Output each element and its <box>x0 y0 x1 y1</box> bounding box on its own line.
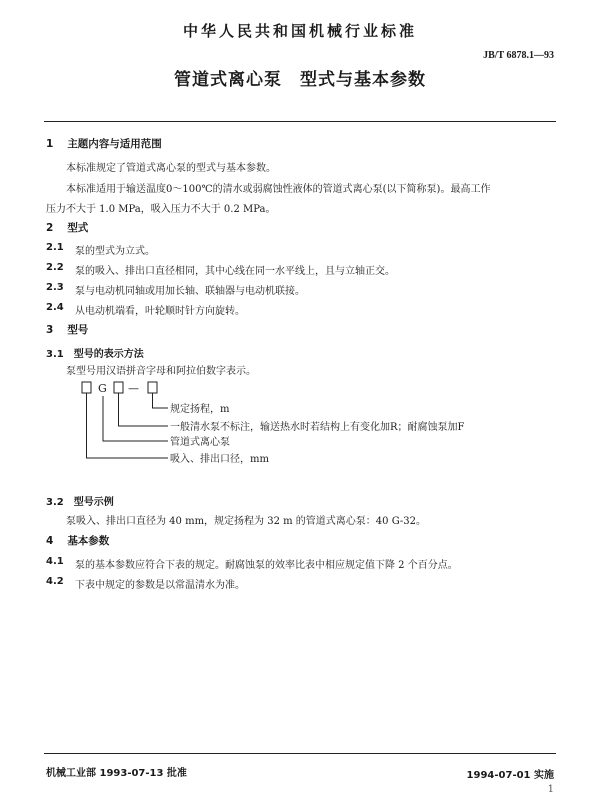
model-letter-g: G <box>98 382 107 395</box>
section-number: 4 <box>46 535 54 547</box>
clause-text: 泵的吸入、排出口直径相同，其中心线在同一水平线上，且与立轴正交。 <box>75 266 395 277</box>
section-3-heading <box>46 322 88 337</box>
clause-number: 3.1 <box>46 349 64 360</box>
section-title: 型号 <box>67 324 89 336</box>
diagram-label-variant: 一般清水泵不标注，输送热水时若结构上有变化加R；耐腐蚀泵加F <box>170 422 465 433</box>
header-rule <box>44 121 556 122</box>
head-placeholder-box <box>148 382 157 393</box>
paragraph-continuation: 压力不大于 1.0 MPa，吸入压力不大于 0.2 MPa。 <box>46 204 276 215</box>
section-2-heading <box>46 220 88 235</box>
section-title: 基本参数 <box>67 535 110 547</box>
clause-text: 下表中规定的参数是以常温清水为准。 <box>75 580 245 591</box>
leader-line-type <box>103 396 168 441</box>
diameter-placeholder-box <box>82 382 91 393</box>
clause-title: 型号的表示方法 <box>73 349 144 360</box>
standard-number: JB/T 6878.1—93 <box>483 50 554 61</box>
clause-number: 4.2 <box>46 576 64 587</box>
clause-text: 从电动机端看，叶轮顺时针方向旋转。 <box>75 306 245 317</box>
clause-number: 3.2 <box>46 497 64 508</box>
clause-3-2-heading <box>46 493 114 508</box>
footer-rule <box>44 753 556 754</box>
page-number: 1 <box>547 784 554 795</box>
clause-3-1-heading <box>46 345 144 360</box>
diagram-label-head: 规定扬程，m <box>170 404 230 415</box>
implementation-date: 1994-07-01 实施 <box>466 770 554 781</box>
clause-title: 型号示例 <box>73 497 114 508</box>
clause-text: 泵与电动机同轴或用加长轴、联轴器与电动机联接。 <box>75 286 305 297</box>
section-1-heading <box>46 136 162 151</box>
clause-number: 2.1 <box>46 242 64 253</box>
model-designation-diagram <box>60 380 540 475</box>
leader-line-head <box>153 393 169 408</box>
clause-text: 泵的基本参数应符合下表的规定。耐腐蚀泵的效率比表中相应规定值下降 2 个百分点。 <box>75 560 458 571</box>
clause-number: 2.3 <box>46 282 64 293</box>
diagram-label-type: 管道式离心泵 <box>170 437 230 448</box>
model-dash: — <box>128 382 139 395</box>
clause-number: 4.1 <box>46 556 64 567</box>
section-title: 主题内容与适用范围 <box>67 138 162 150</box>
diagram-label-diameter: 吸入、排出口径，mm <box>170 454 269 465</box>
section-4-heading <box>46 533 109 548</box>
paragraph: 泵吸入、排出口直径为 40 mm，规定扬程为 32 m 的管道式离心泵：40 G-32。 <box>66 516 426 527</box>
standard-category-heading: 中华人民共和国机械行业标准 <box>182 22 417 40</box>
clause-text: 泵的型式为立式。 <box>75 246 155 257</box>
approval-statement: 机械工业部 1993-07-13 批准 <box>46 768 187 779</box>
variant-placeholder-box <box>114 382 123 393</box>
paragraph: 泵型号用汉语拼音字母和阿拉伯数字表示。 <box>66 366 256 377</box>
section-number: 2 <box>46 222 54 234</box>
leader-line-variant <box>119 393 169 426</box>
section-number: 1 <box>46 138 54 150</box>
section-number: 3 <box>46 324 54 336</box>
clause-number: 2.4 <box>46 302 64 313</box>
section-title: 型式 <box>67 222 89 234</box>
paragraph: 本标准规定了管道式离心泵的型式与基本参数。 <box>66 163 276 174</box>
clause-number: 2.2 <box>46 262 64 273</box>
paragraph: 本标准适用于输送温度0～100℃的清水或弱腐蚀性液体的管道式离心泵(以下简称泵)。最高工作 <box>66 184 491 195</box>
document-title: 管道式离心泵 型式与基本参数 <box>174 70 426 90</box>
